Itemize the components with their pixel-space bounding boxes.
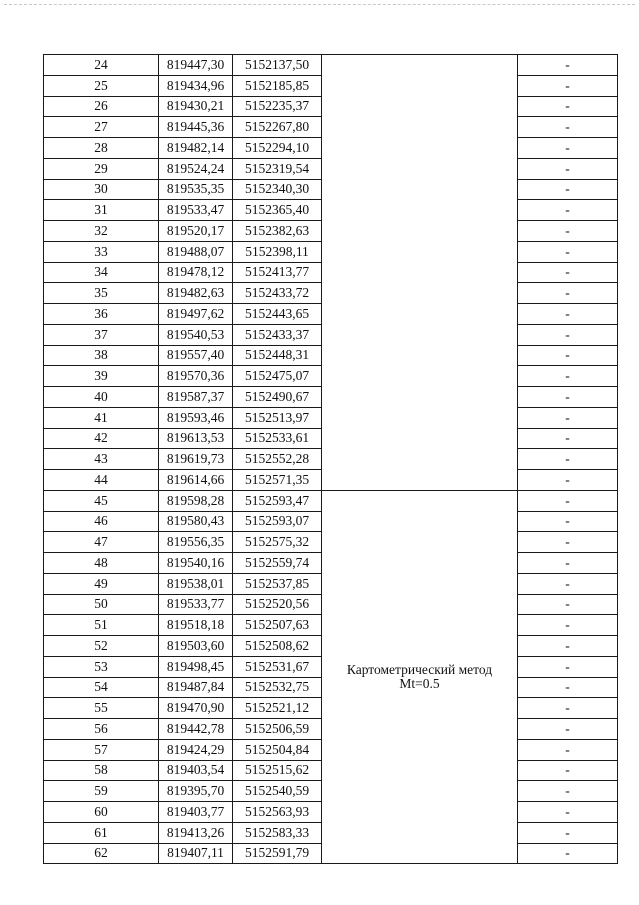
x-coordinate-cell: 819488,07 bbox=[159, 241, 233, 262]
point-number-cell: 54 bbox=[44, 677, 159, 698]
mark-cell: - bbox=[518, 366, 618, 387]
y-coordinate-cell: 5152475,07 bbox=[233, 366, 322, 387]
method-cell bbox=[322, 490, 518, 864]
table-row bbox=[44, 490, 618, 511]
x-coordinate-cell: 819557,40 bbox=[159, 345, 233, 366]
x-coordinate-cell: 819413,26 bbox=[159, 822, 233, 843]
point-number-cell: 30 bbox=[44, 179, 159, 200]
y-coordinate-cell: 5152583,33 bbox=[233, 822, 322, 843]
mark-cell: - bbox=[518, 594, 618, 615]
x-coordinate-cell: 819447,30 bbox=[159, 55, 233, 76]
method-text: Картометрический метод bbox=[346, 662, 493, 677]
x-coordinate-cell: 819503,60 bbox=[159, 636, 233, 657]
x-coordinate-cell: 819580,43 bbox=[159, 511, 233, 532]
x-coordinate-cell: 819535,35 bbox=[159, 179, 233, 200]
y-coordinate-cell: 5152540,59 bbox=[233, 781, 322, 802]
y-coordinate-cell: 5152443,65 bbox=[233, 304, 322, 325]
y-coordinate-cell: 5152340,30 bbox=[233, 179, 322, 200]
mark-cell: - bbox=[518, 324, 618, 345]
point-number-cell: 47 bbox=[44, 532, 159, 553]
x-coordinate-cell: 819487,84 bbox=[159, 677, 233, 698]
y-coordinate-cell: 5152137,50 bbox=[233, 55, 322, 76]
mark-cell: - bbox=[518, 138, 618, 159]
mark-cell: - bbox=[518, 698, 618, 719]
page-top-edge bbox=[4, 4, 635, 7]
mark-cell: - bbox=[518, 75, 618, 96]
mark-cell: - bbox=[518, 117, 618, 138]
x-coordinate-cell: 819403,77 bbox=[159, 802, 233, 823]
y-coordinate-cell: 5152413,77 bbox=[233, 262, 322, 283]
x-coordinate-cell: 819434,96 bbox=[159, 75, 233, 96]
accuracy-text: Mt=0.5 bbox=[399, 676, 440, 691]
x-coordinate-cell: 819424,29 bbox=[159, 739, 233, 760]
x-coordinate-cell: 819538,01 bbox=[159, 573, 233, 594]
point-number-cell: 59 bbox=[44, 781, 159, 802]
point-number-cell: 48 bbox=[44, 553, 159, 574]
point-number-cell: 43 bbox=[44, 449, 159, 470]
coordinates-table bbox=[43, 54, 618, 864]
mark-cell: - bbox=[518, 802, 618, 823]
point-number-cell: 36 bbox=[44, 304, 159, 325]
point-number-cell: 25 bbox=[44, 75, 159, 96]
mark-cell: - bbox=[518, 553, 618, 574]
y-coordinate-cell: 5152533,61 bbox=[233, 428, 322, 449]
point-number-cell: 34 bbox=[44, 262, 159, 283]
x-coordinate-cell: 819533,47 bbox=[159, 200, 233, 221]
mark-cell: - bbox=[518, 221, 618, 242]
y-coordinate-cell: 5152520,56 bbox=[233, 594, 322, 615]
point-number-cell: 35 bbox=[44, 283, 159, 304]
point-number-cell: 39 bbox=[44, 366, 159, 387]
mark-cell: - bbox=[518, 532, 618, 553]
mark-cell: - bbox=[518, 96, 618, 117]
x-coordinate-cell: 819498,45 bbox=[159, 656, 233, 677]
x-coordinate-cell: 819533,77 bbox=[159, 594, 233, 615]
point-number-cell: 33 bbox=[44, 241, 159, 262]
point-number-cell: 40 bbox=[44, 387, 159, 408]
mark-cell: - bbox=[518, 490, 618, 511]
point-number-cell: 28 bbox=[44, 138, 159, 159]
mark-cell: - bbox=[518, 511, 618, 532]
y-coordinate-cell: 5152508,62 bbox=[233, 636, 322, 657]
x-coordinate-cell: 819614,66 bbox=[159, 470, 233, 491]
mark-cell: - bbox=[518, 241, 618, 262]
y-coordinate-cell: 5152433,37 bbox=[233, 324, 322, 345]
point-number-cell: 61 bbox=[44, 822, 159, 843]
point-number-cell: 29 bbox=[44, 158, 159, 179]
point-number-cell: 50 bbox=[44, 594, 159, 615]
y-coordinate-cell: 5152563,93 bbox=[233, 802, 322, 823]
y-coordinate-cell: 5152448,31 bbox=[233, 345, 322, 366]
y-coordinate-cell: 5152507,63 bbox=[233, 615, 322, 636]
y-coordinate-cell: 5152575,32 bbox=[233, 532, 322, 553]
mark-cell: - bbox=[518, 262, 618, 283]
mark-cell: - bbox=[518, 179, 618, 200]
point-number-cell: 57 bbox=[44, 739, 159, 760]
point-number-cell: 51 bbox=[44, 615, 159, 636]
mark-cell: - bbox=[518, 656, 618, 677]
y-coordinate-cell: 5152235,37 bbox=[233, 96, 322, 117]
point-number-cell: 24 bbox=[44, 55, 159, 76]
point-number-cell: 42 bbox=[44, 428, 159, 449]
y-coordinate-cell: 5152537,85 bbox=[233, 573, 322, 594]
y-coordinate-cell: 5152513,97 bbox=[233, 407, 322, 428]
mark-cell: - bbox=[518, 573, 618, 594]
x-coordinate-cell: 819593,46 bbox=[159, 407, 233, 428]
point-number-cell: 53 bbox=[44, 656, 159, 677]
x-coordinate-cell: 819613,53 bbox=[159, 428, 233, 449]
point-number-cell: 26 bbox=[44, 96, 159, 117]
x-coordinate-cell: 819478,12 bbox=[159, 262, 233, 283]
mark-cell: - bbox=[518, 470, 618, 491]
point-number-cell: 49 bbox=[44, 573, 159, 594]
mark-cell: - bbox=[518, 760, 618, 781]
x-coordinate-cell: 819619,73 bbox=[159, 449, 233, 470]
point-number-cell: 56 bbox=[44, 719, 159, 740]
y-coordinate-cell: 5152521,12 bbox=[233, 698, 322, 719]
method-cell bbox=[322, 55, 518, 491]
y-coordinate-cell: 5152433,72 bbox=[233, 283, 322, 304]
y-coordinate-cell: 5152365,40 bbox=[233, 200, 322, 221]
point-number-cell: 32 bbox=[44, 221, 159, 242]
point-number-cell: 55 bbox=[44, 698, 159, 719]
point-number-cell: 52 bbox=[44, 636, 159, 657]
y-coordinate-cell: 5152506,59 bbox=[233, 719, 322, 740]
x-coordinate-cell: 819482,63 bbox=[159, 283, 233, 304]
y-coordinate-cell: 5152294,10 bbox=[233, 138, 322, 159]
table-row bbox=[44, 55, 618, 76]
y-coordinate-cell: 5152490,67 bbox=[233, 387, 322, 408]
x-coordinate-cell: 819556,35 bbox=[159, 532, 233, 553]
y-coordinate-cell: 5152267,80 bbox=[233, 117, 322, 138]
mark-cell: - bbox=[518, 407, 618, 428]
x-coordinate-cell: 819445,36 bbox=[159, 117, 233, 138]
x-coordinate-cell: 819570,36 bbox=[159, 366, 233, 387]
mark-cell: - bbox=[518, 283, 618, 304]
y-coordinate-cell: 5152398,11 bbox=[233, 241, 322, 262]
point-number-cell: 27 bbox=[44, 117, 159, 138]
y-coordinate-cell: 5152531,67 bbox=[233, 656, 322, 677]
mark-cell: - bbox=[518, 200, 618, 221]
mark-cell: - bbox=[518, 636, 618, 657]
mark-cell: - bbox=[518, 677, 618, 698]
mark-cell: - bbox=[518, 781, 618, 802]
x-coordinate-cell: 819540,53 bbox=[159, 324, 233, 345]
y-coordinate-cell: 5152559,74 bbox=[233, 553, 322, 574]
x-coordinate-cell: 819540,16 bbox=[159, 553, 233, 574]
x-coordinate-cell: 819403,54 bbox=[159, 760, 233, 781]
mark-cell: - bbox=[518, 345, 618, 366]
point-number-cell: 41 bbox=[44, 407, 159, 428]
point-number-cell: 62 bbox=[44, 843, 159, 864]
x-coordinate-cell: 819587,37 bbox=[159, 387, 233, 408]
coordinates-table-body bbox=[44, 55, 618, 864]
point-number-cell: 37 bbox=[44, 324, 159, 345]
mark-cell: - bbox=[518, 822, 618, 843]
mark-cell: - bbox=[518, 387, 618, 408]
y-coordinate-cell: 5152552,28 bbox=[233, 449, 322, 470]
mark-cell: - bbox=[518, 449, 618, 470]
y-coordinate-cell: 5152185,85 bbox=[233, 75, 322, 96]
x-coordinate-cell: 819598,28 bbox=[159, 490, 233, 511]
mark-cell: - bbox=[518, 719, 618, 740]
x-coordinate-cell: 819520,17 bbox=[159, 221, 233, 242]
x-coordinate-cell: 819482,14 bbox=[159, 138, 233, 159]
point-number-cell: 44 bbox=[44, 470, 159, 491]
point-number-cell: 58 bbox=[44, 760, 159, 781]
mark-cell: - bbox=[518, 428, 618, 449]
mark-cell: - bbox=[518, 739, 618, 760]
x-coordinate-cell: 819395,70 bbox=[159, 781, 233, 802]
x-coordinate-cell: 819497,62 bbox=[159, 304, 233, 325]
point-number-cell: 45 bbox=[44, 490, 159, 511]
y-coordinate-cell: 5152319,54 bbox=[233, 158, 322, 179]
y-coordinate-cell: 5152532,75 bbox=[233, 677, 322, 698]
x-coordinate-cell: 819430,21 bbox=[159, 96, 233, 117]
mark-cell: - bbox=[518, 615, 618, 636]
point-number-cell: 60 bbox=[44, 802, 159, 823]
mark-cell: - bbox=[518, 304, 618, 325]
y-coordinate-cell: 5152382,63 bbox=[233, 221, 322, 242]
x-coordinate-cell: 819442,78 bbox=[159, 719, 233, 740]
point-number-cell: 46 bbox=[44, 511, 159, 532]
y-coordinate-cell: 5152504,84 bbox=[233, 739, 322, 760]
mark-cell: - bbox=[518, 55, 618, 76]
point-number-cell: 38 bbox=[44, 345, 159, 366]
y-coordinate-cell: 5152591,79 bbox=[233, 843, 322, 864]
y-coordinate-cell: 5152515,62 bbox=[233, 760, 322, 781]
point-number-cell: 31 bbox=[44, 200, 159, 221]
y-coordinate-cell: 5152593,07 bbox=[233, 511, 322, 532]
x-coordinate-cell: 819470,90 bbox=[159, 698, 233, 719]
mark-cell: - bbox=[518, 158, 618, 179]
x-coordinate-cell: 819524,24 bbox=[159, 158, 233, 179]
x-coordinate-cell: 819518,18 bbox=[159, 615, 233, 636]
mark-cell: - bbox=[518, 843, 618, 864]
y-coordinate-cell: 5152593,47 bbox=[233, 490, 322, 511]
x-coordinate-cell: 819407,11 bbox=[159, 843, 233, 864]
y-coordinate-cell: 5152571,35 bbox=[233, 470, 322, 491]
